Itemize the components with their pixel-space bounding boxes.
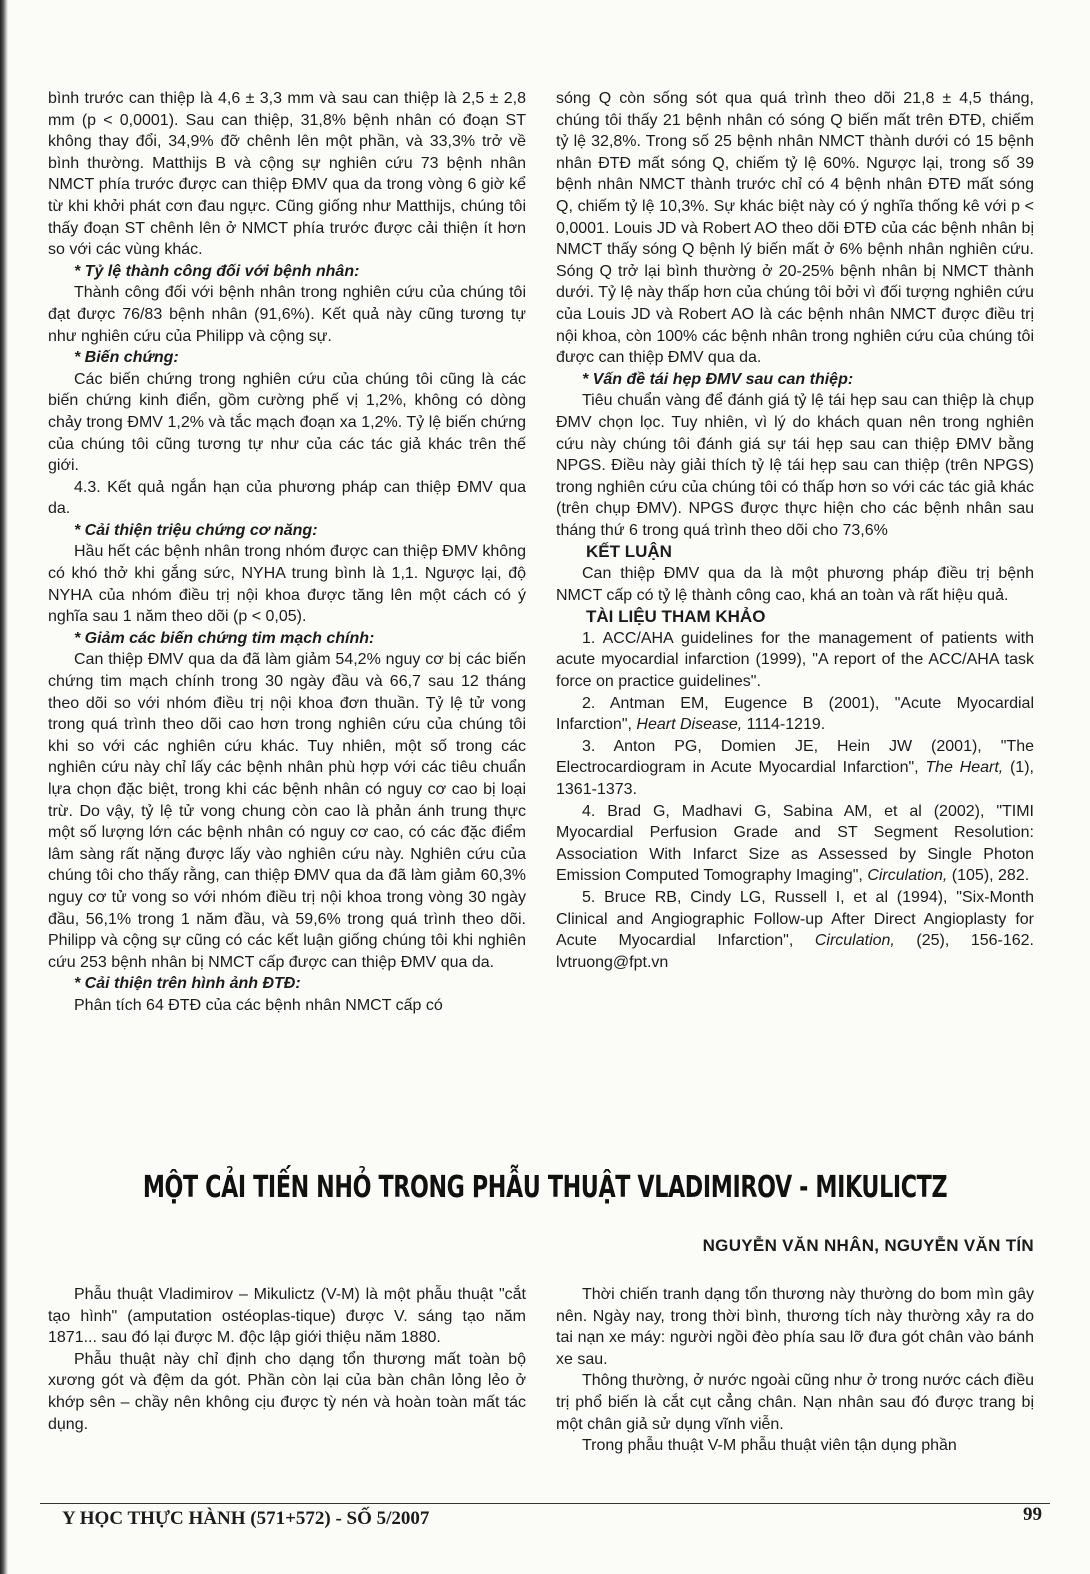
subheading-symptoms: * Cải thiện triệu chứng cơ năng: [74, 521, 318, 539]
paragraph: Phân tích 64 ĐTĐ của các bệnh nhân NMCT cấp có [74, 996, 443, 1014]
reference-item: 2. Antman EM, Eugence B (2001), "Acute Myocardial Infarction", Heart Disease, 1114-1219. [556, 694, 1034, 734]
paragraph: Các biến chứng trong nghiên cứu của chúng tôi cũng là các biến chứng kinh điển, gồm cường phế vị 1,2%, không có dòng chảy trong ĐMV 1,2% và tắc mạch đoạn xa 1,2%. Tỷ lệ biến chứng của chúng tôi cũng tương tự như của các tác giả khác trên thế giới. [48, 370, 526, 475]
paragraph: Trong phẫu thuật V-M phẫu thuật viên tận dụng phần [582, 1437, 957, 1455]
journal-footer: Y HỌC THỰC HÀNH (571+572) - SỐ 5/2007 [62, 1508, 430, 1529]
paragraph: Phẫu thuật này chỉ định cho dạng tổn thương mất toàn bộ xương gót và đệm da gót. Phần còn lại của bàn chân lỏng lẻo ở khớp sên – chầy nên không cịu được tỳ nén và hoàn toàn mất tác dụng. [48, 1350, 526, 1433]
column-4 [556, 1284, 1034, 1457]
conclusion-heading: KẾT LUẬN [586, 542, 672, 562]
paragraph: Can thiệp ĐMV qua da đã làm giảm 54,2% nguy cơ bị các biến chứng tim mạch chính trong 30 ngày đầu và 66,7 sau 12 tháng theo dõi so với nhóm điều trị nội khoa đơn thuần. Tỷ lệ tử vong trong quá trình theo dõi cao hơn trong nghiên cứu của chúng tôi khi so với các nghiên cứu khác. Tuy nhiên, một số trong các nghiên cứu này chỉ lấy các bệnh nhân phù hợp với các tiêu chuẩn lựa chọn đặc biệt, trong khi các bệnh nhân có nguy cơ cao bị loại trừ. Do vậy, tỷ lệ tử vong chung còn cao là phản ánh trung thực một số lượng lớn các bệnh nhân có nguy cơ cao, có các đặc điểm lâm sàng rất nặng được lấy vào nghiên cứu này. Nghiên cứu của chúng tôi cho thấy rằng, can thiệp ĐMV qua da đã làm giảm 60,3% nguy cơ tử vong so với nhóm điều trị nội khoa trong vòng 30 ngày đầu, 56,1% trong 1 năm đầu, và 59,6% trong quá trình theo dõi. Philipp và cộng sự cũng có các kết luận giống chúng tôi khi nghiên cứu 253 bệnh nhân bị NMCT cấp được can thiệp ĐMV qua da. [48, 651, 526, 971]
subheading-complications: * Biến chứng: [74, 349, 179, 367]
paragraph: Tiêu chuẩn vàng để đánh giá tỷ lệ tái hẹp sau can thiệp là chụp ĐMV chọn lọc. Tuy nhiên, vì lý do khách quan nên trong nghiên cứu này chúng tôi đánh giá sự tái hẹp sau can thiệp ĐMV bằng NPGS. Điều này giải thích tỷ lệ tái hẹp sau can thiệp (trên NPGS) trong nghiên cứu của chúng tôi có thấp hơn so với các tác giả khác (trên chụp ĐMV). NPGS được thực hiện cho các bệnh nhân sau tháng thứ 6 trong quá trình theo dõi cho 73,6% [556, 392, 1034, 539]
paragraph: sóng Q còn sống sót qua quá trình theo dõi 21,8 ± 4,5 tháng, chúng tôi thấy 21 bệnh nhân có sóng Q biến mất trên ĐTĐ, chiếm tỷ lệ 32,8%. Trong số 25 bệnh nhân NMCT thành dưới có 15 bệnh nhân ĐTĐ mất sóng Q, chiếm tỷ lệ 60%. Ngược lại, trong số 39 bệnh nhân NMCT thành trước chỉ có 4 bệnh nhân ĐTĐ mất sóng Q, chiếm tỷ lệ 10,3%. Sự khác biệt này có ý nghĩa thống kê với p < 0,0001. Louis JD và Robert AO theo dõi ĐTĐ của các bệnh nhân bị NMCT thấy sóng Q bệnh lý biến mất ở 6% bệnh nhân nghiên cứu. Sóng Q trở lại bình thường ở 20-25% bệnh nhân bị NMCT thành dưới. Tỷ lệ này thấp hơn của chúng tôi bởi vì đối tượng nghiên cứu của Louis JD và Robert AO là các bệnh nhân NMCT được điều trị nội khoa, còn 100% các bệnh nhân trong nghiên cứu của chúng tôi được can thiệp ĐMV qua da. [556, 90, 1034, 367]
footer-rule [40, 1503, 1050, 1504]
paragraph: Thông thường, ở nước ngoài cũng như ở trong nước cách điều trị phổ biến là cắt cụt cẳng chân. Nạn nhân sau đó được trang bị một chân giả sử dụng vĩnh viễn. [556, 1372, 1034, 1433]
page-binding-edge [0, 0, 8, 1574]
paragraph: Thành công đối với bệnh nhân trong nghiên cứu của chúng tôi đạt được 76/83 bệnh nhân (91,6%). Kết quả này cũng tương tự như nghiên cứu của Philipp và cộng sự. [48, 284, 526, 345]
paragraph: Phẫu thuật Vladimirov – Mikulictz (V-M) là một phẫu thuật "cắt tạo hình" (amputation ostéoplas-tique) được V. sáng tạo năm 1871... sau đó lại được M. độc lập giới thiệu năm 1880. [48, 1286, 526, 1347]
subheading-success-rate: * Tỷ lệ thành công đối với bệnh nhân: [74, 262, 360, 280]
page-number: 99 [1023, 1504, 1042, 1525]
column-2 [556, 88, 1034, 973]
subheading-cardiac-events: * Giảm các biến chứng tim mạch chính: [74, 629, 375, 647]
paragraph: bình trước can thiệp là 4,6 ± 3,3 mm và sau can thiệp là 2,5 ± 2,8 mm (p < 0,0001). Sau can thiệp, 31,8% bệnh nhân có đoạn ST không thay đổi, 34,9% đỡ chênh lên một phần, và 33,3% trở về bình thường. Matthijs B và cộng sự nghiên cứu 73 bệnh nhân NMCT phía trước được can thiệp ĐMV qua da trong vòng 6 giờ kể từ khi khởi phát cơn đau ngực. Cũng giống như Matthijs, chúng tôi thấy đoạn ST chênh lên ở NMCT phía trước được cải thiện ít hơn so với các vùng khác. [48, 90, 526, 259]
subheading-ecg: * Cải thiện trên hình ảnh ĐTĐ: [74, 975, 301, 993]
paragraph: Thời chiến tranh dạng tổn thương này thường do bom mìn gây nên. Ngày nay, trong thời bình, thương tích này thường xảy ra do tai nạn xe máy: người ngồi đèo phía sau lỡ đưa gót chân vào bánh xe sau. [556, 1286, 1034, 1368]
section-heading-4-3: 4.3. Kết quả ngắn hạn của phương pháp can thiệp ĐMV qua da. [48, 478, 526, 518]
reference-item: 3. Anton PG, Domien JE, Hein JW (2001), "The Electrocardiogram in Acute Myocardial Infarction", The Heart, (1), 1361-1373. [556, 737, 1034, 798]
reference-item: 5. Bruce RB, Cindy LG, Russell I, et al (1994), "Six-Month Clinical and Angiographic Follow-up After Direct Angioplasty for Acute Myocardial Infarction", Circulation, (25), 156-162. lvtruong@fpt.vn [556, 888, 1034, 971]
reference-item: 1. ACC/AHA guidelines for the management of patients with acute myocardial infarction (1999), "A report of the ACC/AHA task force on practice guidelines". [556, 629, 1034, 691]
article-authors: NGUYỄN VĂN NHÂN, NGUYỄN VĂN TÍN [702, 1236, 1034, 1255]
subheading-restenosis: * Vấn đề tái hẹp ĐMV sau can thiệp: [582, 370, 854, 388]
column-3 [48, 1284, 526, 1435]
paragraph: Can thiệp ĐMV qua da là một phương pháp điều trị bệnh NMCT cấp có tỷ lệ thành công cao, khá an toàn và rất hiệu quả. [556, 565, 1034, 604]
references-heading: TÀI LIỆU THAM KHẢO [586, 607, 766, 627]
reference-item: 4. Brad G, Madhavi G, Sabina AM, et al (2002), "TIMI Myocardial Perfusion Grade and ST Segment Resolution: Association With Infarct Size as Assessed by Single Photon Emission Computed Tomography Imaging", Circulation, (105), 282. [556, 802, 1034, 885]
paragraph: Hầu hết các bệnh nhân trong nhóm được can thiệp ĐMV không có khó thở khi gắng sức, NYHA trung bình là 1,1. Ngược lại, độ NYHA của nhóm điều trị nội khoa được tăng lên một cách có ý nghĩa sau 1 năm theo dõi (p < 0,05). [48, 543, 526, 626]
column-1 [48, 88, 526, 1017]
article-title: MỘT CẢI TIẾN NHỎ TRONG PHẪU THUẬT VLADIMIROV - MIKULICTZ [142, 1170, 948, 1205]
